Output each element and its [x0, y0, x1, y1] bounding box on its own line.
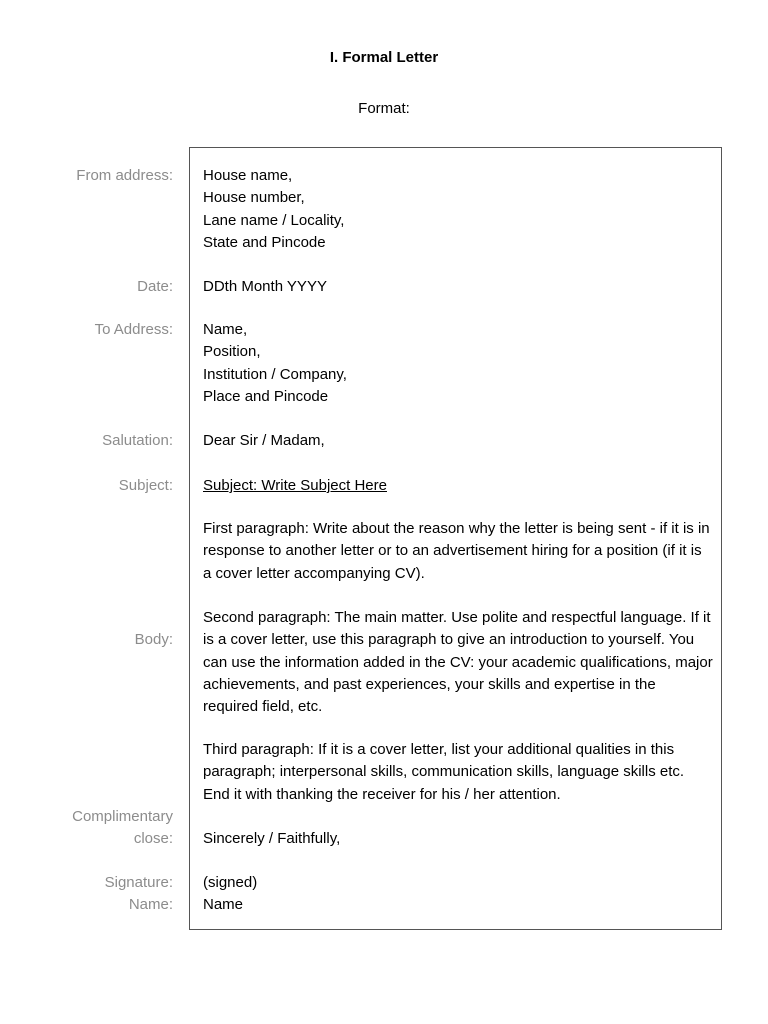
label-complimentary-close — [72, 806, 173, 851]
date-value: DDth Month YYYY — [203, 278, 327, 295]
body-paragraph-1 — [203, 518, 713, 585]
page-title: I. Formal Letter — [329, 49, 439, 66]
format-heading: Format: — [358, 100, 410, 117]
body-paragraph-text: Second paragraph: The main matter. Use polite and respectful language. If it is a cover letter, use this paragraph to give an introduction to yourself. You can use the information added in the CV: your academic qualifications, major achievements, and past experiences, your skills and expertise in the required field, etc. — [203, 609, 713, 716]
label-subject: Subject: — [118, 477, 173, 494]
label-signature-name — [105, 872, 173, 917]
label-name: Name: — [128, 896, 173, 914]
to-address-line: Place and Pincode — [203, 387, 329, 405]
label-to-address: To Address: — [94, 321, 173, 338]
complimentary-close-value: Sincerely / Faithfully, — [203, 830, 341, 847]
salutation-value: Dear Sir / Madam, — [203, 432, 325, 449]
from-address-line: House name, — [203, 167, 293, 184]
label-salutation: Salutation: — [102, 432, 173, 449]
label-complimentary-close-line-1: Complimentary — [72, 808, 173, 825]
to-address-line: Name, — [203, 321, 248, 338]
body-paragraph-3 — [203, 739, 713, 806]
from-address-line: Lane name / Locality, — [203, 211, 345, 229]
body-paragraph-2 — [203, 607, 713, 718]
label-complimentary-close-line-2: close: — [133, 830, 173, 848]
from-address-block — [203, 165, 713, 254]
signature-value: (signed) — [203, 874, 258, 891]
body-paragraph-text: Third paragraph: If it is a cover letter, list your additional qualities in this paragraph; interpersonal skills, communication skills, language skills etc. End it with thanking the receiver for his / her attention. — [203, 741, 685, 803]
body-paragraph-text: First paragraph: Write about the reason why the letter is being sent - if it is in response to another letter or to an advertisement hiring for a position (if it is a cover letter accompanying CV). — [203, 520, 710, 582]
signature-block — [203, 872, 713, 917]
to-address-block — [203, 319, 713, 408]
subject-value — [203, 475, 713, 497]
label-body: Body: — [134, 631, 173, 648]
from-address-line: State and Pincode — [203, 233, 326, 251]
label-date: Date: — [137, 278, 173, 295]
to-address-line: Position, — [203, 343, 261, 361]
label-from-address: From address: — [76, 167, 173, 184]
to-address-line: Institution / Company, — [203, 365, 347, 383]
label-signature: Signature: — [104, 874, 173, 891]
subject-text: Subject: Write Subject Here — [203, 477, 387, 494]
from-address-line: House number, — [203, 189, 305, 207]
name-value: Name — [203, 896, 244, 914]
